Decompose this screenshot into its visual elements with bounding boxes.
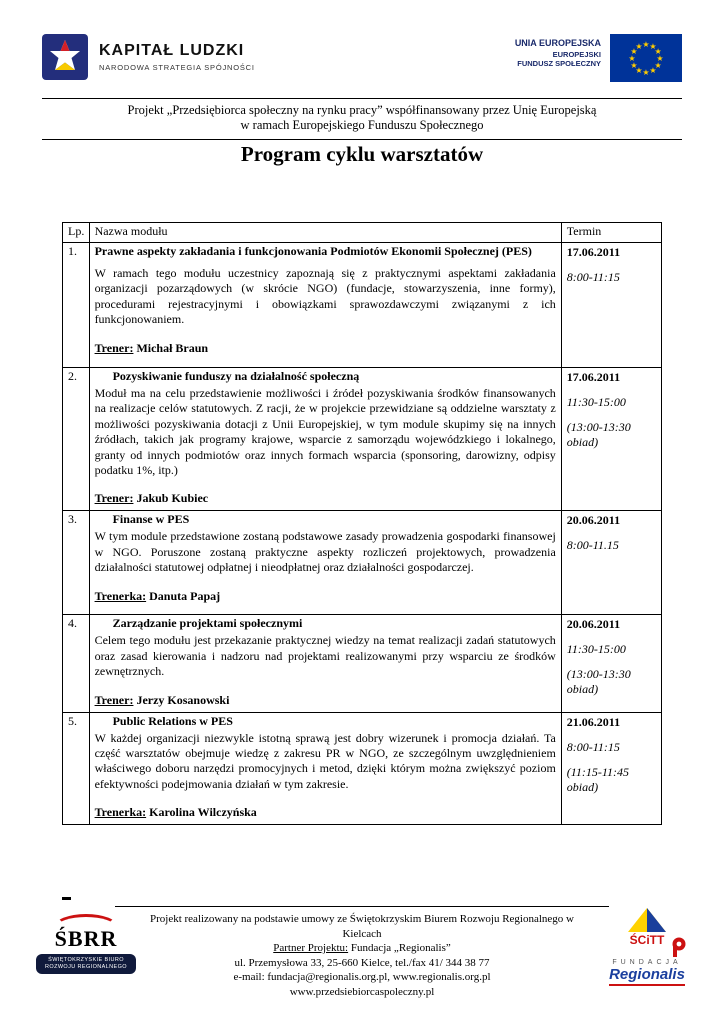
col-header-lp: Lp. [63,223,90,243]
trainer-label: Trener: [94,491,134,506]
module-description: W ramach tego modułu uczestnicy zapoznają się z praktycznymi aspektami zakładania organizacji pozarządowych (w skrócie NGO) (fundacje, stowarzyszenia, inne formy), procedurami rejestracyjnymi i obowiązkami sprawozdawczymi związanymi z ich funkcjonowaniem. [94,266,556,327]
svg-text:★: ★ [649,66,657,76]
svg-text:★: ★ [630,47,638,56]
termin-lunch: (13:00-13:30 obiad) [566,420,631,449]
footer-website: www.przedsiebiorcaspoleczny.pl [289,985,435,998]
partner-label: Partner Projektu: [273,942,349,954]
svg-text:★: ★ [642,68,650,77]
module-cell [89,243,561,368]
banner-line-1: Projekt „Przedsiębiorca społeczny na rynku pracy” współfinansowany przez Unię Europejską [127,103,597,117]
regionalis-logo [604,959,690,986]
row-number: 4. [63,615,90,712]
svg-text:★: ★ [649,41,657,51]
kapital-ludzki-subtitle: NARODOWA STRATEGIA SPÓJNOŚCI [99,63,255,72]
svg-text:★: ★ [635,66,643,76]
kapital-ludzki-star-icon [42,34,88,80]
svg-text:★: ★ [628,54,636,63]
termin-lunch: (11:15-11:45 obiad) [566,764,629,794]
svg-text:★: ★ [635,41,643,51]
page-title: Program cyklu warsztatów [240,142,484,166]
table-row [63,368,662,511]
module-title: Prawne aspekty zakładania i funkcjonowania Podmiotów Ekonomii Społecznej (PES) [94,244,532,258]
trainer-label: Trener: [94,692,134,707]
termin-cell [561,712,661,825]
row-number: 5. [63,712,90,825]
footnote-dash [62,897,71,900]
row-number: 2. [63,368,90,511]
termin-date: 21.06.2011 [566,714,621,729]
sbrr-caption: ŚWIĘTOKRZYSKIE BIURO ROZWOJU REGIONALNEGO [36,954,136,974]
footer-partner-line [132,941,592,956]
trainer-name: Jakub Kubiec [136,491,209,506]
trainer-name: Karolina Wilczyńska [149,805,257,820]
table-row [63,615,662,712]
module-cell [89,712,561,825]
svg-text:★: ★ [630,61,638,70]
module-description: W każdej organizacji niezwykle istotną sprawą jest dobry wizerunek i promocja działań. Ta część warsztatów obejmuje wiedzę z zakresu PR w NGO, ze szczególnym uwzględnieniem właściwego doboru narzędzi promocyjnych i metod, dzięki którym można zwiększyć poziom efektywności podejmowania działań w tym zakresie. [94,730,556,791]
trainer-label: Trenerka: [94,805,147,820]
termin-date: 20.06.2011 [566,513,621,528]
banner-line-2: w ramach Europejskiego Funduszu Społecznego [240,118,484,132]
project-banner [42,98,682,140]
module-trainer [95,693,556,708]
svg-text:★: ★ [642,40,650,49]
footer-right-logos [604,906,690,986]
program-table [62,222,662,825]
trainer-label: Trenerka: [94,588,147,603]
trainer-name: Danuta Papaj [149,588,221,603]
termin-cell [561,243,661,368]
partner-value: Fundacja „Regionalis” [350,942,451,954]
row-number: 1. [63,243,90,368]
termin-time: 11:30-15:00 [566,642,626,657]
module-trainer [95,341,556,356]
termin-lunch: (13:00-13:30 obiad) [566,667,631,697]
module-trainer [95,589,556,604]
trainer-name: Michał Braun [136,340,209,355]
module-title: Finanse w PES [112,512,190,527]
row-number: 3. [63,511,90,615]
scitt-label: ŚCiTT [629,933,665,947]
module-trainer [95,491,556,506]
col-header-module: Nazwa modułu [89,223,561,243]
termin-time: 8:00-11:15 [566,270,620,284]
regionalis-name-label: Regionalis [609,966,685,986]
eu-title: UNIA EUROPEJSKA [514,38,601,48]
regionalis-fundacja-label: FUNDACJA [612,959,682,966]
svg-text:★: ★ [654,61,662,70]
module-description: W tym module przedstawione zostaną podstawowe zasady prowadzenia gospodarki finansowej w NGO. Poruszone zostaną praktyczne aspekty rozliczeń projektowych, prowadzenia działalności statutowej odpłatnej i nieodpłatnej oraz działalności gospodarczej. [94,529,556,575]
kapital-ludzki-logo [42,34,255,80]
module-title: Public Relations w PES [112,713,233,728]
sbrr-acronym: ŚBRR [54,926,118,951]
termin-date: 17.06.2011 [566,245,621,259]
sbrr-logo [36,914,136,974]
eu-logo [515,34,682,82]
module-cell [89,368,561,511]
termin-time: 8:00-11.15 [566,538,619,553]
footer-contact: e-mail: fundacja@regionalis.org.pl, www.regionalis.org.pl [233,971,491,983]
module-description: Celem tego modułu jest przekazanie praktycznej wiedzy na temat realizacji zadań statutowych oraz zasad kierowania i nadzoru nad projektami realizowanymi przy wsparciu ze środków zewnętrznych. [94,633,556,679]
table-row [63,511,662,615]
trainer-name: Jerzy Kosanowski [136,692,230,707]
kapital-ludzki-title: KAPITAŁ LUDZKI [99,42,245,59]
module-cell [89,511,561,615]
eu-subtitle-2: FUNDUSZ SPOŁECZNY [517,59,601,68]
svg-text:★: ★ [654,47,662,56]
module-title: Zarządzanie projektami społecznymi [112,616,303,631]
termin-time: 11:30-15:00 [566,395,626,409]
termin-date: 20.06.2011 [566,617,621,632]
module-trainer [95,805,556,820]
module-title: Pozyskiwanie funduszy na działalność społeczną [112,369,360,383]
termin-cell [561,511,661,615]
module-description: Moduł ma na celu przedstawienie możliwości i źródeł pozyskiwania środków finansowanych na realizacje celów statutowych. Z racji, że w projekcie przewidziane są oddzielne warsztaty z możliwości pozyskiwania dotacji z Unii Europejskiej, w tym module skupimy się na innych źródłach, takich jak programy krajowe, wsparcie z samorządu wojewódzkiego i lokalnego, granty od innych podmiotów oraz innych formach wsparcia (sponsoring, darowizny, odpisy podatku 1%, itp.) [94,386,556,478]
footer-divider [115,906,609,907]
termin-time: 8:00-11:15 [566,739,620,754]
footer-text-block [132,912,592,999]
table-header-row [63,223,662,243]
module-cell [89,615,561,712]
trainer-label: Trener: [94,340,134,355]
termin-date: 17.06.2011 [566,370,621,384]
footer-address: ul. Przemysłowa 33, 25-660 Kielce, tel./fax 41/ 344 38 77 [234,956,490,969]
svg-text:★: ★ [656,54,664,63]
scitt-triangle-icon [626,906,668,934]
table-row [63,243,662,368]
footer-line-1: Projekt realizowany na podstawie umowy ze Świętokrzyskim Biurem Rozwoju Regionalnego w Kielcach [149,913,575,940]
termin-cell [561,615,661,712]
regionalis-mark-icon [670,937,688,957]
col-header-termin: Termin [561,223,661,243]
eu-flag-icon [610,34,682,82]
eu-subtitle-1: EUROPEJSKI [552,50,601,59]
termin-cell [561,368,661,511]
table-row [63,712,662,825]
